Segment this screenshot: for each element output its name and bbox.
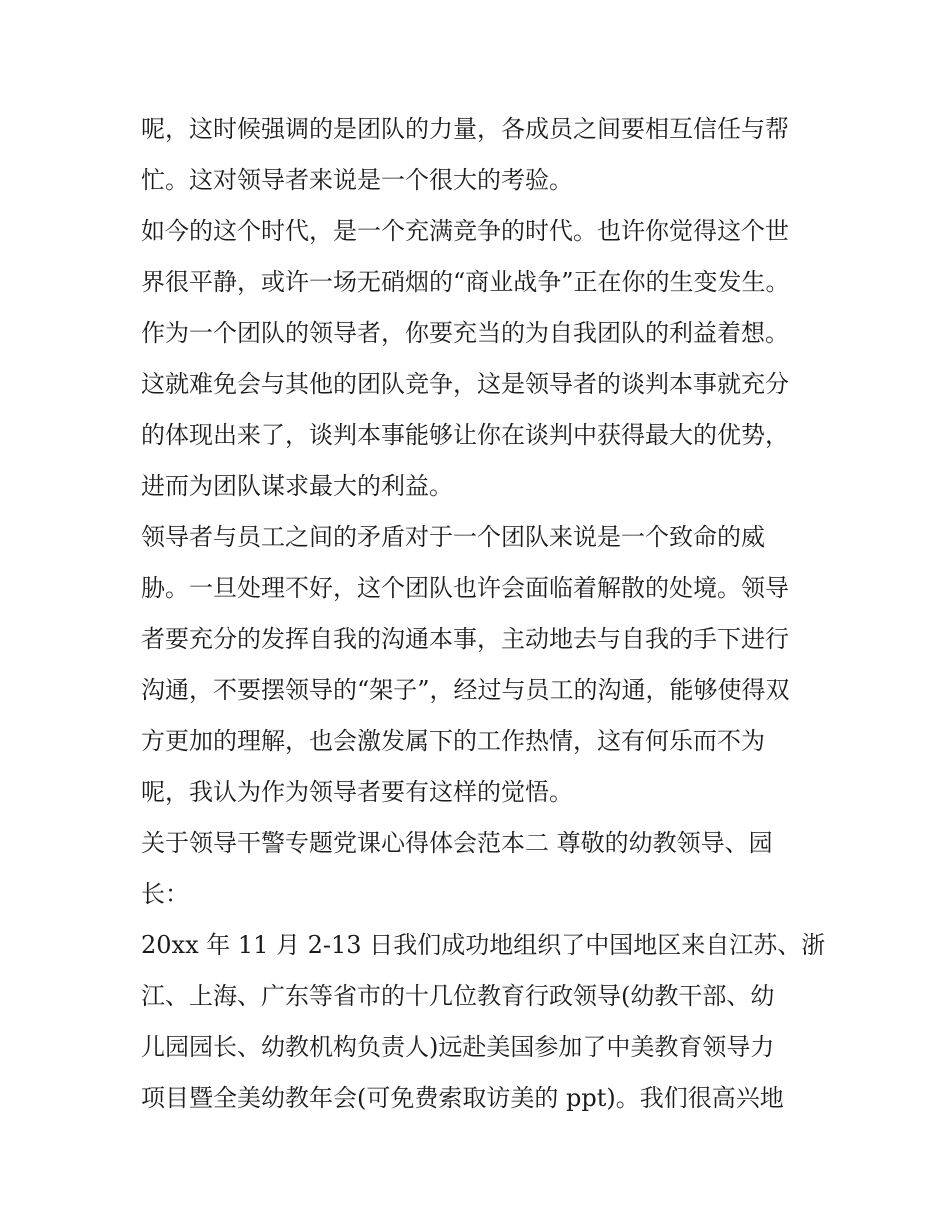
text-line: 胁。一旦处理不好，这个团队也许会面临着解散的处境。领导 (141, 574, 789, 602)
text-line: 长： (141, 880, 189, 908)
text-line: 江、上海、广东等省市的十几位教育行政领导(幼教干部、幼 (141, 982, 775, 1010)
text-line: 方更加的理解，也会激发属下的工作热情，这有何乐而不为 (141, 727, 765, 755)
text-line: 沟通，不要摆领导的“架子”，经过与员工的沟通，能够使得双 (141, 676, 790, 704)
text-line: 呢，这时候强调的是团队的力量，各成员之间要相互信任与帮 (141, 115, 789, 143)
text-line: 忙。这对领导者来说是一个很大的考验。 (141, 166, 573, 194)
text-line: 呢，我认为作为领导者要有这样的觉悟。 (141, 778, 573, 806)
text-line: 者要充分的发挥自我的沟通本事，主动地去与自我的手下进行 (141, 625, 789, 653)
text-line: 20xx 年 11 月 2-13 日我们成功地组织了中国地区来自江苏、浙 (141, 931, 826, 959)
text-line: 这就难免会与其他的团队竞争，这是领导者的谈判本事就充分 (141, 370, 789, 398)
text-line: 项目暨全美幼教年会(可免费索取访美的 ppt)。我们很高兴地 (141, 1084, 784, 1112)
text-line: 界很平静，或许一场无硝烟的“商业战争”正在你的生变发生。 (141, 268, 790, 296)
text-line: 儿园园长、幼教机构负责人)远赴美国参加了中美教育领导力 (141, 1033, 775, 1061)
text-line: 进而为团队谋求最大的利益。 (141, 472, 453, 500)
text-line: 作为一个团队的领导者，你要充当的为自我团队的利益着想。 (141, 319, 789, 347)
text-line: 关于领导干警专题党课心得体会范本二 尊敬的幼教领导、园 (141, 829, 773, 857)
text-line: 的体现出来了，谈判本事能够让你在谈判中获得最大的优势， (141, 421, 789, 449)
text-line: 如今的这个时代，是一个充满竞争的时代。也许你觉得这个世 (141, 217, 789, 245)
text-line: 领导者与员工之间的矛盾对于一个团队来说是一个致命的威 (141, 523, 765, 551)
